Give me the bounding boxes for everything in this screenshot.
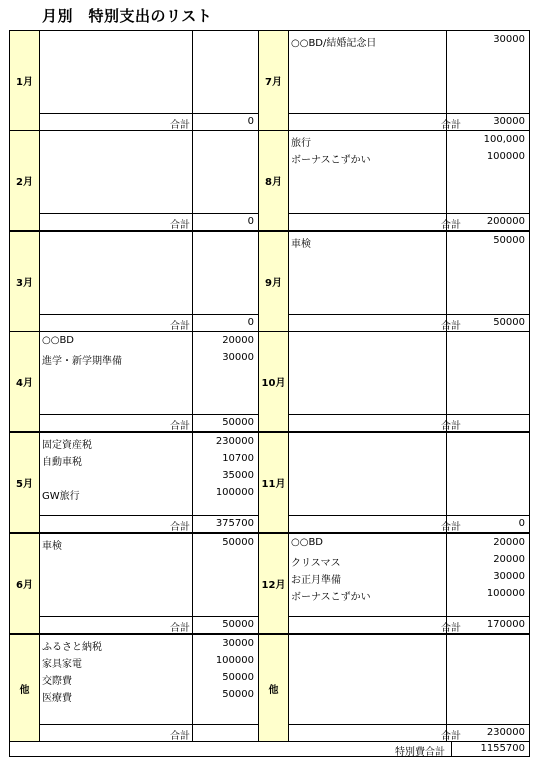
sum-divider [192,114,193,130]
month-label: 11月 [259,433,289,532]
grand-total-divider [451,741,452,756]
expense-item-amount: 35000 [222,470,254,481]
sum-value: 375700 [215,518,254,529]
sum-label: 合計 [170,220,190,231]
month-items [39,232,258,315]
expense-item-name: クリスマス [291,558,341,569]
sum-value: 0 [247,317,254,328]
month-sum-row [39,414,258,431]
expense-item-name: ボーナスこずかい [291,155,371,166]
month-block [259,130,530,231]
expense-item-name: ボーナスこずかい [291,592,371,603]
month-label: 1月 [10,31,40,130]
sum-value: 0 [247,216,254,227]
expense-item-name: 車検 [291,239,311,250]
amount-column-divider [192,232,193,315]
month-sum-row [39,724,258,741]
month-sum-row [288,113,529,130]
amount-column-divider [192,332,193,415]
sum-value: 230000 [486,727,525,738]
expense-item-amount: 30000 [222,638,254,649]
expense-item-name: 進学・新学期準備 [42,356,122,367]
amount-column-divider [446,31,447,114]
expense-item-name: お正月準備 [291,575,341,586]
sum-value: 30000 [493,116,525,127]
sum-divider [192,315,193,331]
sum-label: 合計 [170,522,190,533]
amount-column-divider [446,332,447,415]
sum-label: 合計 [170,731,190,742]
month-sum-row [288,213,529,230]
month-items [39,635,258,725]
expense-item-name: 車検 [42,541,62,552]
month-label: 10月 [259,332,289,431]
month-sum-row [39,314,258,331]
month-block [259,231,530,332]
month-label: 6月 [10,534,40,633]
month-sum-row [288,616,529,633]
month-label: 12月 [259,534,289,633]
sum-divider [192,725,193,741]
expense-item-name: 交際費 [42,676,72,687]
sum-value: 0 [518,518,525,529]
month-block [259,331,530,432]
sum-label: 合計 [441,731,461,742]
sum-label: 合計 [170,120,190,131]
sum-label: 合計 [441,522,461,533]
month-block [9,331,259,432]
expense-item-amount: 100000 [486,151,525,162]
amount-column-divider [446,534,447,617]
amount-column-divider [192,131,193,214]
expense-item-amount: 30000 [222,352,254,363]
month-block [9,130,259,231]
amount-column-divider [192,433,193,516]
sum-value: 50000 [493,317,525,328]
month-sum-row [39,213,258,230]
month-items [288,534,529,617]
expense-item-amount: 100000 [215,487,254,498]
sum-divider [192,214,193,230]
expense-item-amount: 100000 [486,588,525,599]
month-block [259,432,530,533]
sum-divider [192,516,193,532]
expense-item-name: GW旅行 [42,491,80,502]
sum-label: 合計 [441,623,461,634]
expense-item-name: ○○BD [42,335,75,346]
month-block [9,634,259,742]
month-label: 4月 [10,332,40,431]
sum-label: 合計 [170,421,190,432]
expense-item-amount: 100000 [215,655,254,666]
expense-item-name: 自動車税 [42,457,82,468]
amount-column-divider [192,534,193,617]
expense-item-amount: 30000 [493,34,525,45]
expense-item-amount: 230000 [215,436,254,447]
expense-item-name: ○○BD/結婚記念日 [291,38,377,49]
month-sum-row [288,724,529,741]
month-items [288,332,529,415]
expense-item-name: 固定資産税 [42,440,92,451]
month-items [288,433,529,516]
sum-value: 50000 [222,417,254,428]
month-block [9,30,259,131]
expense-item-amount: 30000 [493,571,525,582]
sum-value: 200000 [486,216,525,227]
expense-item-amount: 20000 [493,537,525,548]
month-label: 5月 [10,433,40,532]
month-sum-row [39,113,258,130]
expense-item-amount: 50000 [222,672,254,683]
amount-column-divider [192,31,193,114]
sum-divider [192,415,193,431]
sum-value: 170000 [486,619,525,630]
expense-item-amount: 50000 [222,537,254,548]
month-label: 3月 [10,232,40,331]
month-label: 8月 [259,131,289,230]
expense-item-amount: 20000 [222,335,254,346]
month-sum-row [288,314,529,331]
month-label: 9月 [259,232,289,331]
sum-label: 合計 [441,421,461,432]
sum-label: 合計 [170,623,190,634]
month-label: 7月 [259,31,289,130]
month-block [9,432,259,533]
sum-label: 合計 [441,220,461,231]
sum-divider [192,617,193,633]
month-sum-row [288,414,529,431]
amount-column-divider [446,433,447,516]
page-title: 月別 特別支出のリスト [42,7,213,25]
month-items [288,31,529,114]
sum-label: 合計 [170,321,190,332]
month-items [39,332,258,415]
month-block [259,30,530,131]
expense-item-name: 家具家電 [42,659,82,670]
month-block [259,533,530,634]
amount-column-divider [446,635,447,725]
amount-column-divider [446,131,447,214]
month-items [288,131,529,214]
grand-total-row [9,741,530,757]
month-block [9,533,259,634]
month-items [288,635,529,725]
expense-item-name: 医療費 [42,693,72,704]
sum-value: 0 [247,116,254,127]
expense-item-amount: 100,000 [483,134,525,145]
month-items [39,534,258,617]
month-block [259,634,530,742]
expense-item-name: 旅行 [291,138,311,149]
month-label: 2月 [10,131,40,230]
month-items [39,433,258,516]
sum-value: 50000 [222,619,254,630]
month-items [288,232,529,315]
expense-item-name: ○○BD [291,537,324,548]
expense-item-amount: 20000 [493,554,525,565]
month-sum-row [39,515,258,532]
month-items [39,131,258,214]
month-label: 他 [10,635,40,741]
expense-item-amount: 50000 [222,689,254,700]
month-block [9,231,259,332]
expense-item-amount: 50000 [493,235,525,246]
month-label: 他 [259,635,289,741]
month-sum-row [288,515,529,532]
month-items [39,31,258,114]
grand-total-label: 特別費合計 [395,747,445,758]
amount-column-divider [192,635,193,725]
expense-item-amount: 10700 [222,453,254,464]
month-sum-row [39,616,258,633]
sum-label: 合計 [441,321,461,332]
amount-column-divider [446,232,447,315]
expense-item-name: ふるさと納税 [42,642,102,653]
sum-label: 合計 [441,120,461,131]
grand-total-value: 1155700 [480,743,525,754]
